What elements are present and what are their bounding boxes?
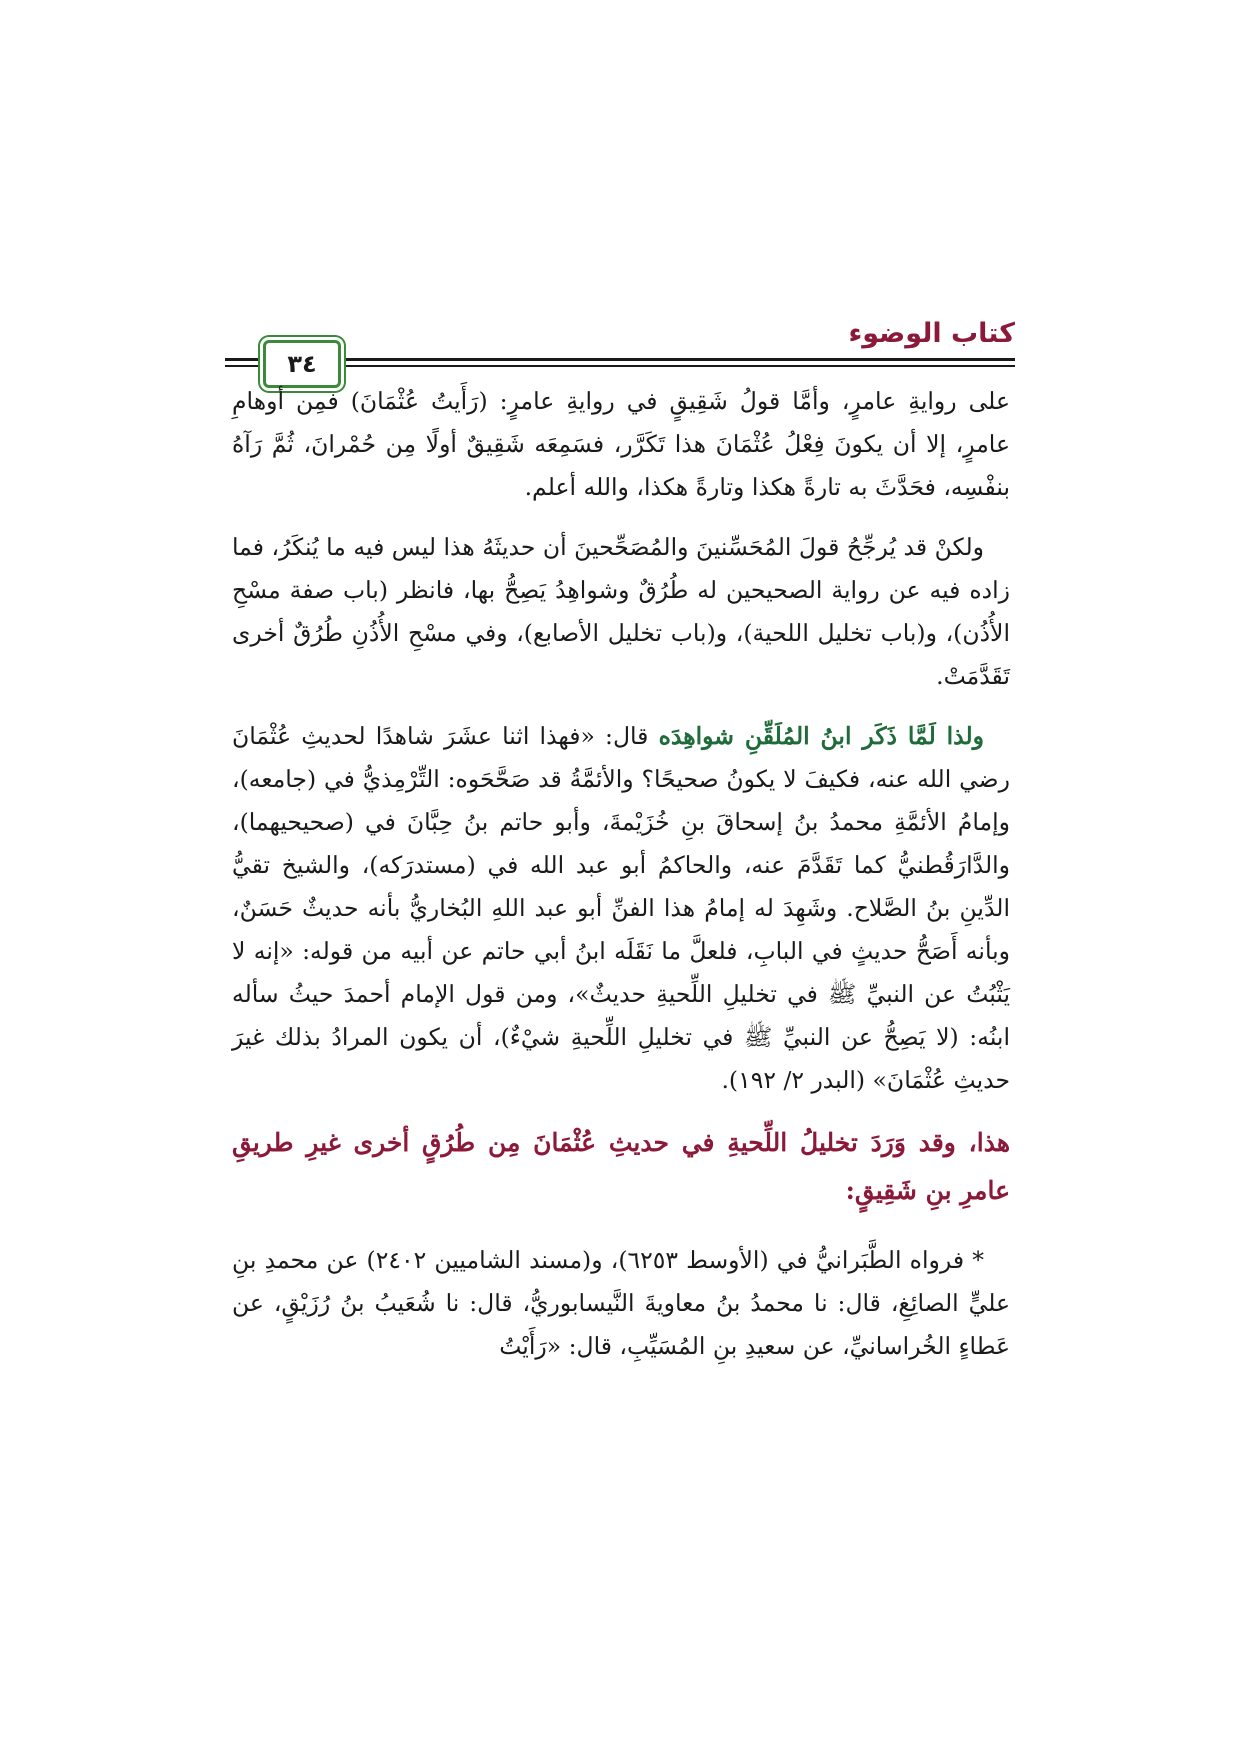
header-rule: [225, 358, 1015, 361]
paragraph: ولكنْ قد يُرجِّحُ قولَ المُحَسِّنينَ والمُصَحِّحينَ أن حديثَهُ هذا ليس فيه ما يُنكَرُ، فما زاده فيه عن رواية الصحيحين له طُرُقٌ وشواهِدُ يَصِحُّ بها، فانظر (باب صفة مسْحِ الأُذُن)، و(باب تخليل اللحية)، و(باب تخليل الأصابع)، وفي مسْحِ الأُذُنِ طُرُقٌ أخرى تَقَدَّمَتْ.: [232, 533, 1010, 690]
highlighted-lead: ولذا لَمَّا ذَكَر ابنُ المُلَقِّنِ شواهِدَه: [658, 722, 985, 750]
section-heading: هذا، وقد وَرَدَ تخليلُ اللِّحيةِ في حديثِ عُثْمَانَ مِن طُرُقٍ أخرى غيرِ طريقِ عامرِ بنِ شَقِيقٍ:: [232, 1128, 1010, 1205]
book-title: كتاب الوضوء: [848, 318, 1015, 349]
paragraph: على روايةِ عامرٍ، وأمَّا قولُ شَقِيقٍ في روايةِ عامرٍ: (رَأَيتُ عُثْمَانَ) فمِن أوهامِ عامرٍ، إلا أن يكونَ فِعْلُ عُثْمَانَ هذا تَكَرَّر، فسَمِعَه شَقِيقٌ أولًا مِن حُمْرانَ، ثُمَّ رَآهُ بنفْسِه، فحَدَّثَ به تارةً هكذا وتارةً هكذا، والله أعلم.: [232, 387, 1010, 501]
header-rule-thin: [225, 365, 1015, 367]
page-header: [225, 318, 1015, 378]
paragraph: * فرواه الطَّبَرانيُّ في (الأوسط ٦٢٥٣)، و(مسند الشاميين ٢٤٠٢) عن محمدِ بنِ عليٍّ الصائِغِ، قال: نا محمدُ بنُ معاويةَ النَّيسابوريُّ، قال: نا شُعَيبُ بنُ رُزَيْقٍ، عن عَطاءٍ الخُراسانيِّ، عن سعيدِ بنِ المُسَيِّبِ، قال: «رَأَيْتُ: [232, 1246, 1010, 1360]
paragraph-text: قال: «فهذا اثنا عشَرَ شاهدًا لحديثِ عُثْمَانَ رضي الله عنه، فكيفَ لا يكونُ صحيحًا؟ والأئمَّةُ قد صَحَّحَوه: التِّرْمِذيُّ في (جامعه)، وإمامُ الأئمَّةِ محمدُ بنُ إسحاقَ بنِ خُزَيْمةَ، وأبو حاتم بنُ حِبَّانَ في (صحيحيهما)، والدَّارَقُطنيُّ كما تَقَدَّمَ عنه، والحاكمُ أبو عبد الله في (مستدرَكه)، والشيخ تقيُّ الدِّينِ بنُ الصَّلاح. وشَهِدَ له إمامُ هذا الفنِّ أبو عبد اللهِ البُخاريُّ بأنه حديثٌ حَسَنٌ، وبأنه أَصَحُّ حديثٍ في البابِ، فلعلَّ ما نَقَلَه ابنُ أبي حاتم عن أبيه من قوله: «إنه لا يَثْبُتُ عن النبيِّ ﷺ في تخليلِ اللِّحيةِ حديثٌ»، ومن قول الإمام أحمدَ حيثُ سأله ابنُه: (لا يَصِحُّ عن النبيِّ ﷺ في تخليلِ اللِّحيةِ شيْءٌ)، أن يكون المرادُ بذلك غيرَ حديثِ عُثْمَانَ» (البدر ٢/ ١٩٢).: [232, 722, 1010, 1094]
page-body: [232, 380, 1010, 1385]
page-number-badge: ٣٤: [263, 340, 341, 388]
paragraph: [232, 715, 1010, 1102]
